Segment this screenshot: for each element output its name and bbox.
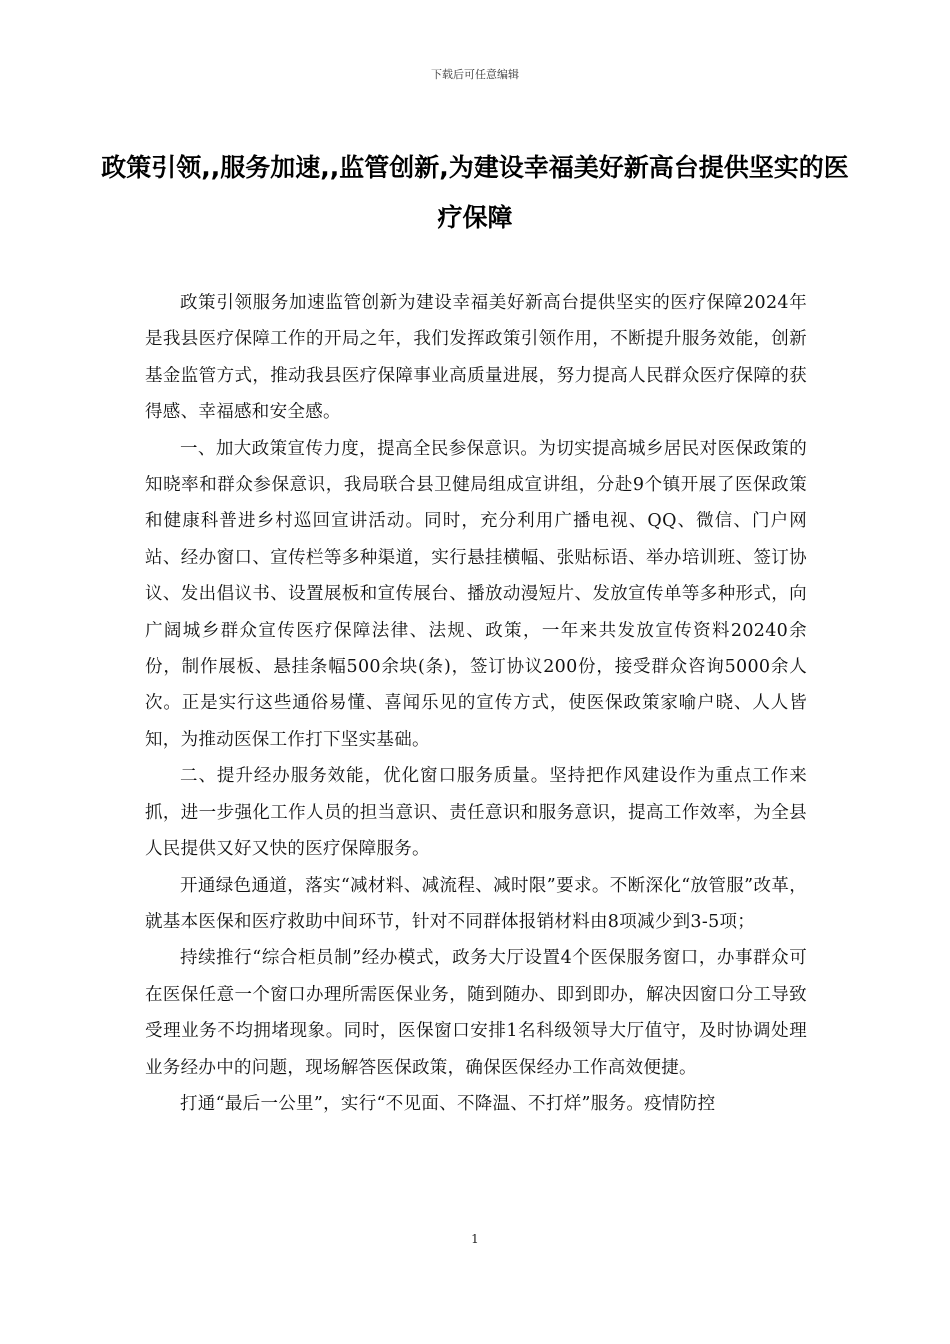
document-title: 政策引领,,服务加速,,监管创新,为建设幸福美好新高台提供坚实的医疗保障 (101, 153, 849, 232)
header-note: 下载后可任意编辑 (431, 68, 519, 81)
paragraph-teller-system: 持续推行“综合柜员制”经办模式，政务大厅设置4个医保服务窗口，办事群众可在医保任意一个窗口办理所需医保业务，随到随办、即到即办，解决因窗口分工导致受理业务不均拥堵现象。同时，医保窗口安排1名科级领导大厅值守，及时协调处理业务经办中的问题，现场解答医保政策，确保医保经办工作高效便捷。 (145, 948, 807, 1078)
paragraph-last-mile: 打通“最后一公里”，实行“不见面、不降温、不打烊”服务。疫情防控 (180, 1093, 716, 1114)
page-number: 1 (471, 1232, 479, 1246)
paragraph-section-1: 一、加大政策宣传力度，提高全民参保意识。为切实提高城乡居民对医保政策的知晓率和群众参保意识，我局联合县卫健局组成宣讲组，分赴9个镇开展了医保政策和健康科普进乡村巡回宣讲活动。同时，充分利用广播电视、QQ、微信、门户网站、经办窗口、宣传栏等多种渠道，实行悬挂横幅、张贴标语、举办培训班、签订协议、发出倡议书、设置展板和宣传展台、播放动漫短片、发放宣传单等多种形式，向广阔城乡群众宣传医疗保障法律、法规、政策，一年来共发放宣传资料20240余份，制作展板、悬挂条幅500余块(条)，签订协议200份，接受群众咨询5000余人次。正是实行这些通俗易懂、喜闻乐见的宣传方式，使医保政策家喻户晓、人人皆知，为推动医保工作打下坚实基础。 (145, 438, 807, 750)
paragraph-intro: 政策引领服务加速监管创新为建设幸福美好新高台提供坚实的医疗保障2024年是我县医疗保障工作的开局之年，我们发挥政策引领作用，不断提升服务效能，创新基金监管方式，推动我县医疗保障事业高质量进展，努力提高人民群众医疗保障的获得感、幸福感和安全感。 (145, 293, 807, 423)
paragraph-green-channel: 开通绿色通道，落实“减材料、减流程、减时限”要求。不断深化“放管服”改革，就基本医保和医疗救助中间环节，针对不同群体报销材料由8项减少到3-5项； (145, 875, 807, 932)
document-body (145, 285, 807, 1122)
paragraph-section-2: 二、提升经办服务效能，优化窗口服务质量。坚持把作风建设作为重点工作来抓，进一步强化工作人员的担当意识、责任意识和服务意识，提高工作效率，为全县人民提供又好又快的医疗保障服务。 (145, 766, 807, 860)
